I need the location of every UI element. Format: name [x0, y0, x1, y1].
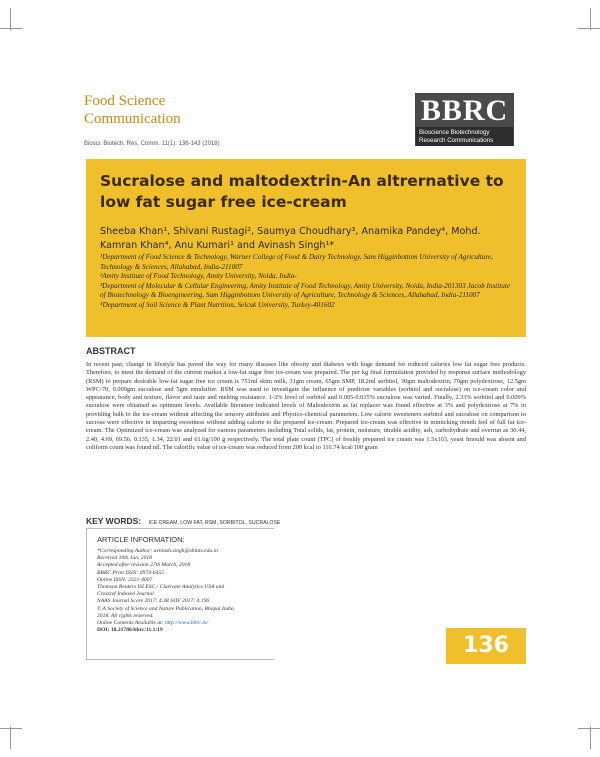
keywords-section: [86, 511, 526, 529]
crop-mark-top-right: [590, 8, 591, 30]
page-number: 136: [446, 628, 526, 664]
journal-title-line2: Communication: [84, 111, 181, 127]
bbrc-logo: [415, 93, 514, 146]
affiliation-list: [100, 253, 516, 311]
online-contents-label: Online Contents Available at:: [97, 620, 165, 627]
crop-mark-bottom-right-h: [578, 728, 600, 729]
thomson-indexing-line1: Thomson Reuters ISI ESC / Clarivate Analytics USA and: [97, 584, 225, 591]
crop-mark-bottom-right: [590, 727, 591, 749]
affiliation-item: ³Department of Molecular & Cellular Engineering, Amity Institute of Food Technology, Amity University, Noida, India-201303 Jacob Institute of Biotechnology & Bioengineering, Sam Higginbottom University of Agriculture, Technology & Sciences, Allahabad, India-211007: [100, 281, 511, 300]
keywords-heading: KEY WORDS:: [86, 516, 142, 526]
thomson-indexing-line2: Crossref Indexed Journal: [97, 591, 154, 598]
affiliation-item: ¹Department of Food Science & Technology, Warner College of Food & Dairy Technology, Sam Higginbottom University of Agriculture, Technology & Sciences, Allahabad, India-211007: [100, 253, 494, 271]
article-info-box: [86, 528, 274, 660]
crop-mark-top-right-h: [578, 28, 600, 29]
affiliation-item: ⁴Department of Soil Science & Plant Nutrition, Selcuk University, Turkey-401602: [100, 300, 335, 309]
accepted-date: Accepted after revision 27th March, 2018: [97, 562, 191, 569]
crop-mark-top-left: [10, 8, 11, 30]
logo-full-name: [416, 127, 513, 146]
logo-line1: Bioscience Biotechnology: [419, 128, 490, 136]
paper-title: Sucralose and maltodextrin-An altrernative to low fat sugar free ice-cream: [100, 172, 504, 211]
journal-section-title: [84, 92, 181, 128]
journal-title-line1: Food Science: [84, 93, 166, 109]
crop-mark-bottom-left: [10, 727, 11, 749]
article-info-heading: ARTICLE INFORMATION:: [97, 535, 185, 544]
corresponding-author: *Corresponding Author: avinash.singh@shiats.edu.in: [97, 548, 218, 554]
copyright-line2: 2018. All rights reserved.: [97, 612, 154, 619]
affiliation-item: ²Amity Institute of Food Technology, Amity University, Noida, India-: [100, 272, 297, 281]
doi[interactable]: DOI: 10.21786/bbrc/11.1/19: [97, 627, 163, 634]
abstract-heading: ABSTRACT: [86, 346, 136, 356]
author-list: Sheeba Khan¹, Shivani Rustagi², Saumya Choudhary³, Anamika Pandey⁴, Mohd. Kamran Khan⁴, Anu Kumari¹ and Avinash Singh¹*: [100, 226, 481, 251]
online-contents-link[interactable]: http://www.bbrc.in/: [164, 620, 209, 627]
title-banner: [86, 159, 526, 337]
logo-abbreviation: BBRC: [416, 94, 513, 127]
journal-citation: Biosci. Biotech. Res. Comm. 11(1): 136-143 (2018): [84, 141, 220, 147]
abstract-text: In recent past; change in lifestyle has paved the way for many diseases like obesity and diabetes with huge demand for reduced calories low fat sugar free products. Therefore, to meet the demand of the current market a low-fat sugar free ice-cream was prepared. The per kg final formulation provided by response surface methodology (RSM) to prepare desirable low-fat sugar free ice cream is 751ml skim milk, 31gm cream, 65gm SMP, 18.2ml sorbitol, 30gm maltodextrin, 70gm polydextrose, 12.5gm WPC-70, 0.009gm sucralose and 5gm emulsifier. RSM was used to investigate the influence of predictor variables (sorbitol and sucralose) on ice-cream color and appearance, body and texture, flavor and taste and melting resistance. 1-3% level of sorbitol and 0.005-0.015% sucralose was varied. Finally, 2.33% sorbitol and 0.009% sucralose were obtained as optimum levels. Available literature indicated levels of Maltodextrin as fat replacer was found effective at 3% and polydextrose at 7% in providing bulk to the ice-cream without affecting the sensory attributes and Physico-chemical parameters. Low calorie sweeteners sorbitol and sucralose on comparison to sucrose were effective in imparting sweetness without adding calorie to the prepared ice-cream. Prepared ice-cream was effective in mimicking mouth feel of full fat ice-cream. The Optimized ice-cream was analyzed for various parameters including Total solids, fat, protein, moisture, titrable acidity, ash, carbohydrate and overrun as 30.44, 2.40, 4.69, 69.56, 0.135, 1.34, 22.01 and 61.6g/100 g respectively. The total plate count (TPC) of freshly prepared ice cream was 1.5x103, yeast fmould was absent and coliform count was found nil. The calorific value of ice-cream was reduced from 200 kcal to 116.74 kcal/100 gram: [86, 361, 526, 451]
crop-mark-top-left-h: [0, 28, 22, 29]
crop-mark-bottom-left-h: [0, 728, 22, 729]
keywords-list: ICE CREAM, LOW FAT, RSM, SORBITOL, SUCRALOSE: [148, 520, 281, 526]
received-date: Received 10th Jan, 2018: [97, 555, 152, 562]
print-issn: BBRC Print ISSN: 0974-6455: [97, 569, 164, 576]
naas-score: NAAS Journal Score 2017: 4.38 SJIF 2017: 4.196: [97, 598, 210, 605]
online-issn: Online ISSN: 2321-4007: [97, 576, 153, 583]
copyright-line1: © A Society of Science and Nature Publication, Bhopal India: [97, 605, 234, 612]
online-contents: [97, 620, 274, 627]
logo-line2: Research Communications: [419, 136, 494, 144]
